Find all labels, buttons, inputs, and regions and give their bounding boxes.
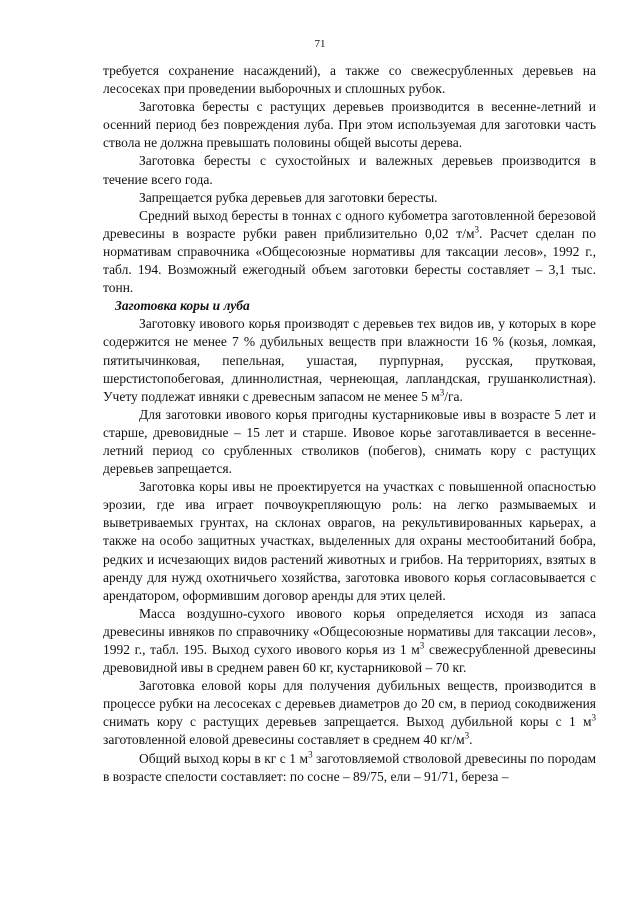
- superscript: 3: [591, 712, 596, 723]
- text-run: /га.: [444, 388, 463, 404]
- text-run: Для заготовки ивового корья пригодны кустарниковые ивы в возрасте 5 лет и старше, древовидные – 15 лет и старше. Ивовое корье заготавливается в весенне-летний период со срубленных стволиков (побегов), снимать кору с растущих деревьев запрещается.: [103, 406, 596, 477]
- text-run: Масса воздушно-сухого ивового корья определяется исходя из запаса древесины ивняков по справочнику «Общесоюзные нормативы для таксации лесов», 1992 г., табл. 195. Выход сухого ивового корья из 1 м: [103, 605, 596, 657]
- text-run: Заготовка еловой коры для получения дубильных веществ, производится в процессе рубки на лесосеках с деревьев диаметров до 20 см, в период сокодвижения снимать кору с растущих деревьев запрещается. Выход дубильной коры с 1 м: [103, 678, 596, 730]
- superscript: 3: [464, 730, 470, 741]
- paragraph: [103, 406, 596, 478]
- paragraph: [103, 152, 596, 188]
- text-run: заготовляемой стволовой древесины по породам в возрасте спелости составляет: по сосне – 89/75, ели – 91/71, береза –: [103, 750, 596, 784]
- paragraph: [103, 478, 596, 605]
- document-body: [103, 62, 596, 786]
- text-run: Заготовка бересты с растущих деревьев производится в весенне-летний и осенний период без повреждения луба. При этом используемая для заготовки часть ствола не должна превышать половины общей высоты дерева.: [103, 99, 596, 151]
- text-run: . Расчет сделан по нормативам справочника «Общесоюзные нормативы для таксации лесов», 1992 г., табл. 194. Возможный ежегодный объем заготовки бересты составляет – 3,1 тыс. тонн.: [103, 225, 596, 296]
- text-run: Заготовка коры и луба: [115, 298, 250, 314]
- section-heading: [103, 297, 596, 315]
- paragraph: [103, 189, 596, 207]
- text-run: свежесрубленной древесины древовидной ивы в среднем равен 60 кг, кустарниковой – 70 кг.: [103, 642, 596, 676]
- paragraph: [103, 750, 596, 786]
- text-run: требуется сохранение насаждений), а также со свежесрубленных деревьев на лесосеках при проведении выборочных и сплошных рубок.: [103, 63, 596, 97]
- paragraph: [103, 677, 596, 749]
- text-run: Запрещается рубка деревьев для заготовки бересты.: [139, 189, 438, 205]
- paragraph: [103, 98, 596, 152]
- text-run: заготовленной еловой древесины составляет в среднем 40 кг/м: [103, 732, 465, 748]
- paragraph: [103, 62, 596, 98]
- paragraph: [103, 207, 596, 297]
- paragraph: [103, 605, 596, 677]
- text-run: Заготовка коры ивы не проектируется на участках с повышенной опасностью эрозии, где ива играет почвоукрепляющую роль: на легко размываемых и выветриваемых грунтах, на склонах оврагов, на рекультивированных карьерах, а также на особо защитных участках, выделенных для охраны местообитаний бобра, редких и исчезающих видов растений животных и грибов. На территориях, взятых в аренду для нужд охотничьего хозяйства, заготовка ивового корья согласовывается с арендатором, оформившим договор аренды для этих целей.: [103, 479, 596, 603]
- superscript: 3: [439, 387, 445, 398]
- page-number: 71: [314, 38, 326, 50]
- text-run: Заготовку ивового корья производят с деревьев тех видов ив, у которых в коре содержится не менее 7 % дубильных веществ при влажности 16 % (козья, ломкая, пятитычинковая, пепельная, ушастая, пурпурная, русская, прутковая, шерстистопобеговая, длиннолистная, чернеющая, лапландская, грушанколистная). Учету подлежат ивняки с древесным запасом не менее 5 м: [103, 316, 596, 404]
- text-run: Средний выход бересты в тоннах с одного кубометра заготовленной березовой древесины в возрасте рубки равен приблизительно 0,02 т/м: [103, 207, 596, 241]
- superscript: 3: [419, 640, 425, 651]
- superscript: 3: [308, 749, 313, 760]
- paragraph: [103, 315, 596, 405]
- text-run: .: [469, 732, 473, 748]
- text-run: Общий выход коры в кг с 1 м: [139, 750, 309, 766]
- superscript: 3: [474, 224, 479, 235]
- text-run: Заготовка бересты с сухостойных и валежных деревьев производится в течение всего года.: [103, 153, 596, 187]
